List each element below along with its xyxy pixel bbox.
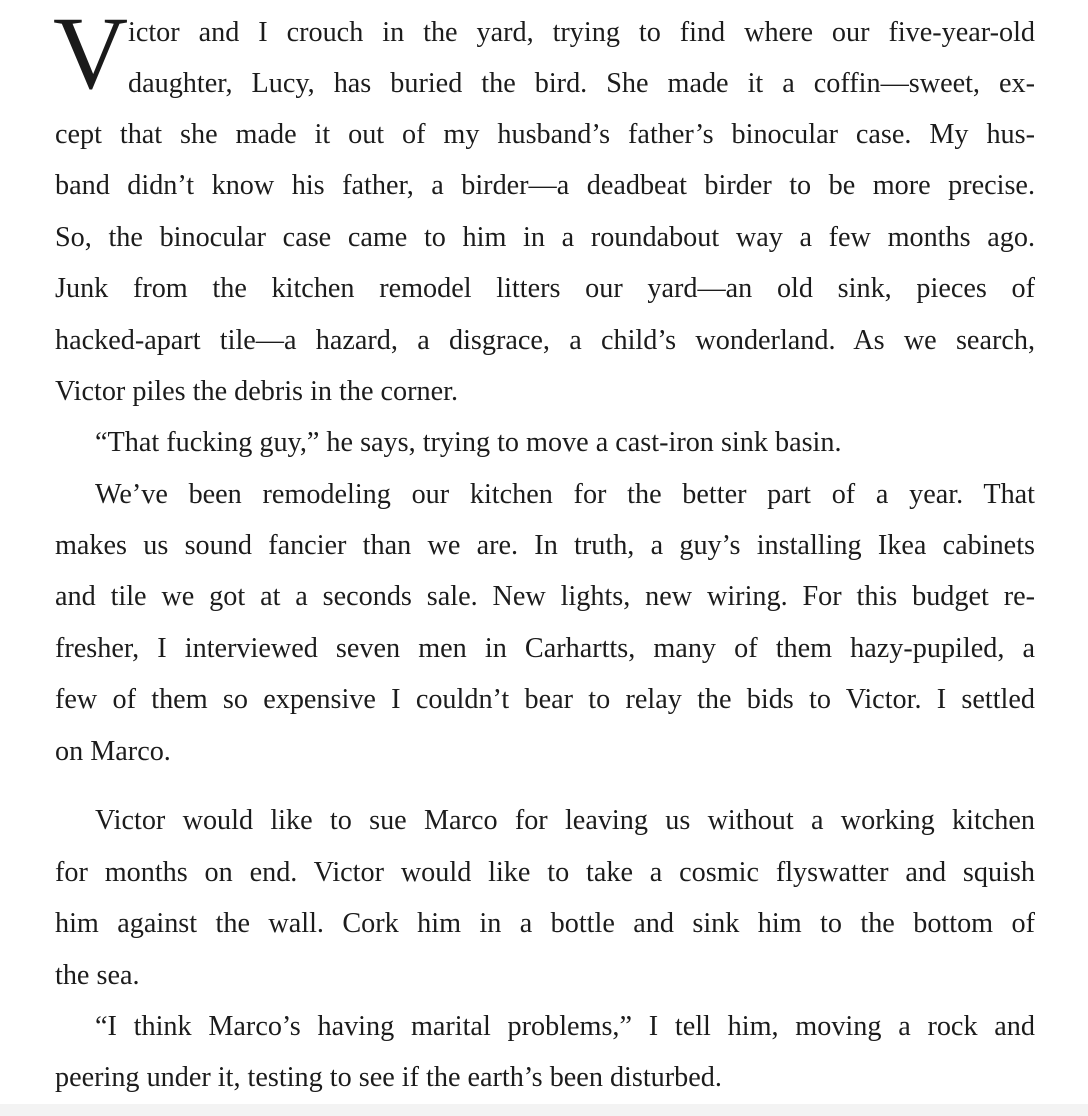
text-line: daughter, Lucy, has buried the bird. She made it a coffin—sweet, ex- [128, 68, 1035, 99]
text-line: fresher, I interviewed seven men in Carhartts, many of them hazy-pupiled, a [55, 633, 1035, 664]
text-line: him against the wall. Cork him in a bottle and sink him to the bottom of [55, 908, 1035, 939]
text-line: few of them so expensive I couldn’t bear to relay the bids to Victor. I settled [55, 684, 1035, 715]
text-line: We’ve been remodeling our kitchen for the better part of a year. That [95, 479, 1035, 510]
drop-cap: V [53, 0, 129, 111]
text-line: cept that she made it out of my husband’s father’s binocular case. My hus- [55, 119, 1035, 150]
text-line: and tile we got at a seconds sale. New lights, new wiring. For this budget re- [55, 581, 1035, 612]
text-line: Junk from the kitchen remodel litters our yard—an old sink, pieces of [55, 273, 1035, 304]
text-line: “That fucking guy,” he says, trying to move a cast-iron sink basin. [95, 427, 842, 458]
text-line: hacked-apart tile—a hazard, a disgrace, a child’s wonderland. As we search, [55, 325, 1035, 356]
text-line: peering under it, testing to see if the earth’s been disturbed. [55, 1062, 722, 1093]
text-line: the sea. [55, 960, 140, 991]
page-bottom-edge [0, 1104, 1088, 1116]
text-line: So, the binocular case came to him in a roundabout way a few months ago. [55, 222, 1035, 253]
text-line: makes us sound fancier than we are. In truth, a guy’s installing Ikea cabinets [55, 530, 1035, 561]
text-line: ictor and I crouch in the yard, trying to find where our five-year-old [128, 17, 1035, 48]
text-line: for months on end. Victor would like to take a cosmic flyswatter and squish [55, 857, 1035, 888]
text-line: “I think Marco’s having marital problems,” I tell him, moving a rock and [95, 1011, 1035, 1042]
text-line: on Marco. [55, 736, 171, 767]
text-line: Victor piles the debris in the corner. [55, 376, 458, 407]
text-line: Victor would like to sue Marco for leaving us without a working kitchen [95, 805, 1035, 836]
text-line: band didn’t know his father, a birder—a deadbeat birder to be more precise. [55, 170, 1035, 201]
